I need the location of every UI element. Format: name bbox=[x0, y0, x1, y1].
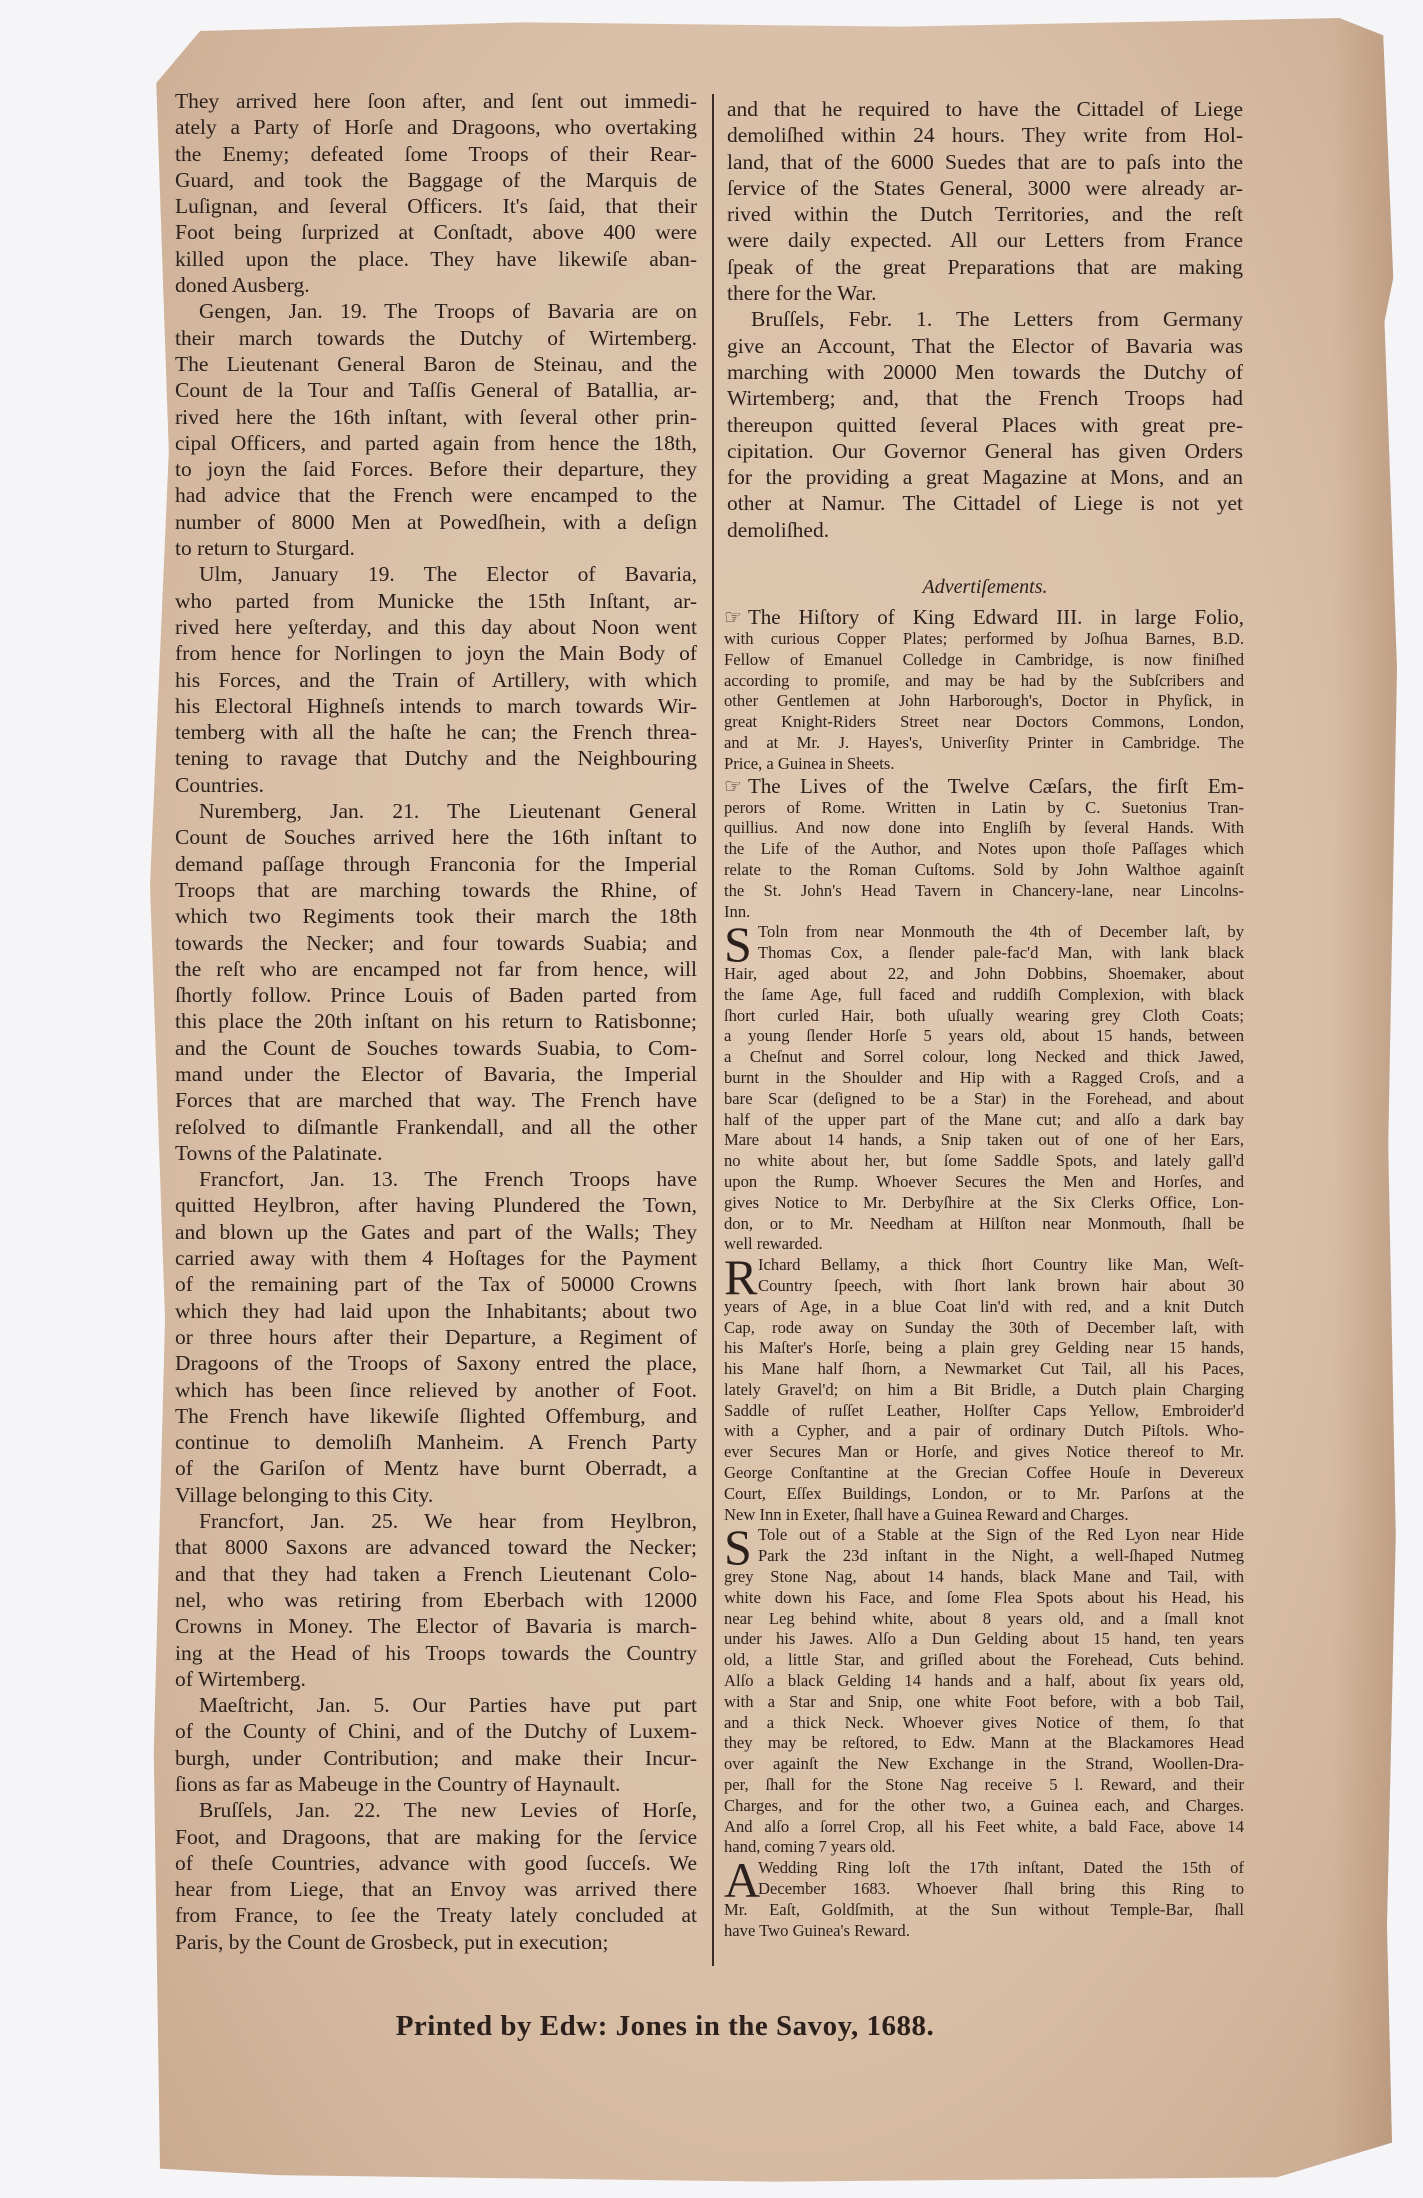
text-line: with curious Copper Plates; performed by Joſhua Barnes, B.D. bbox=[724, 629, 1244, 648]
text-line: nel, who was retiring from Eberbach with 12000 bbox=[175, 1587, 697, 1612]
text-line: of the remaining part of the Tax of 50000 Crowns bbox=[175, 1272, 697, 1297]
text-line-content: The Hiſtory of King Edward III. in large Folio, bbox=[747, 605, 1244, 629]
text-line: rived here the 16th inſtant, with ſeveral other prin- bbox=[175, 404, 697, 429]
text-line-content: The Lives of the Twelve Cæſars, the firſt Em- bbox=[747, 773, 1244, 798]
text-line: Park the 23d inſtant in the Night, a well-ſhaped Nutmeg bbox=[758, 1546, 1244, 1566]
text-line: ever Secures Man or Horſe, and gives Notice thereof to Mr. bbox=[724, 1442, 1244, 1462]
drop-cap: R bbox=[724, 1249, 758, 1306]
text-line: his Forces, and the Train of Artillery, with which bbox=[175, 667, 697, 692]
text-line: Hair, aged about 22, and John Dobbins, Shoemaker, about bbox=[724, 963, 1244, 983]
text-line: had advice that the French were encamped to the bbox=[175, 483, 697, 508]
text-line: ing at the Head of his Troops towards the Country bbox=[175, 1640, 697, 1665]
text-line bbox=[724, 775, 1244, 798]
text-line: other Gentlemen at John Harborough's, Doctor in Phyſick, in bbox=[724, 691, 1244, 711]
news-paragraph bbox=[175, 1166, 697, 1508]
text-line: demand paſſage through Franconia for the Imperial bbox=[175, 851, 697, 876]
text-line: there for the War. bbox=[727, 281, 877, 306]
news-paragraph bbox=[175, 88, 697, 298]
text-line: for the providing a great Magazine at Mons, and an bbox=[727, 465, 1243, 490]
text-line: to return to Sturgard. bbox=[175, 536, 355, 561]
text-line: Count de la Tour and Taſſis General of Batallia, ar- bbox=[175, 378, 697, 403]
advertisement bbox=[724, 606, 1244, 775]
text-line: Tole out of a Stable at the Sign of the Red Lyon near Hide bbox=[758, 1525, 1244, 1545]
advertisement bbox=[724, 916, 1244, 1255]
text-line: well rewarded. bbox=[724, 1234, 823, 1254]
text-line: cipitation. Our Governor General has given Orders bbox=[727, 438, 1243, 463]
text-line: his Maſter's Horſe, being a plain grey Gelding near 15 hands, bbox=[724, 1338, 1244, 1358]
advertisement bbox=[724, 1852, 1244, 1941]
text-line: Francfort, Jan. 13. The French Troops have bbox=[199, 1167, 697, 1192]
text-line: the Life of the Author, and Notes upon thoſe Paſſages which bbox=[724, 839, 1244, 859]
text-line: from France, to ſee the Treaty lately concluded at bbox=[175, 1903, 697, 1928]
text-line: perors of Rome. Written in Latin by C. Suetonius Tran- bbox=[724, 797, 1244, 817]
text-line: Towns of the Palatinate. bbox=[175, 1140, 383, 1165]
text-line: December 1683. Whoever ſhall bring this Ring to bbox=[758, 1879, 1244, 1899]
text-line: a young ſlender Horſe 5 years old, about 15 hands, between bbox=[724, 1026, 1244, 1046]
text-line: Nuremberg, Jan. 21. The Lieutenant General bbox=[199, 799, 697, 824]
text-line: of the Gariſon of Mentz have burnt Oberradt, a bbox=[175, 1456, 697, 1481]
text-line: Bruſſels, Jan. 22. The new Levies of Horſe, bbox=[199, 1798, 697, 1823]
text-line: of Wirtemberg. bbox=[175, 1666, 306, 1691]
text-line: half of the upper part of the Mane cut; and alſo a dark bay bbox=[724, 1109, 1244, 1129]
text-line: Charges, and for the other two, a Guinea each, and Charges. bbox=[724, 1795, 1244, 1815]
column-divider bbox=[712, 94, 714, 1966]
text-line: a Cheſnut and Sorrel colour, long Necked and thick Jawed, bbox=[724, 1047, 1244, 1067]
text-line: cipal Officers, and parted again from hence the 18th, bbox=[175, 430, 697, 455]
text-line: rived here yeſterday, and this day about Noon went bbox=[175, 614, 697, 639]
drop-cap: A bbox=[724, 1852, 761, 1909]
text-line: his Electoral Highneſs intends to march towards Wir- bbox=[175, 693, 697, 718]
text-line: the ſame Age, full faced and ruddiſh Complexion, with black bbox=[724, 984, 1244, 1004]
text-line: Toln from near Monmouth the 4th of December laſt, by bbox=[758, 922, 1244, 942]
news-paragraph bbox=[175, 798, 697, 1166]
advertisements-section bbox=[724, 606, 1244, 1941]
text-line: hear from Liege, that an Envoy was arrived there bbox=[175, 1877, 697, 1902]
text-line: ſions as far as Mabeuge in the Country of Haynault. bbox=[175, 1772, 621, 1796]
text-line: Fellow of Emanuel Colledge in Cambridge, is now finiſhed bbox=[724, 649, 1244, 669]
text-line: Paris, by the Count de Grosbeck, put in execution; bbox=[175, 1929, 609, 1954]
text-line: Thomas Cox, a ſlender pale-fac'd Man, with lank black bbox=[758, 943, 1244, 963]
pointing-hand-icon: ☞ bbox=[724, 605, 742, 629]
text-line: marching with 20000 Men towards the Dutchy of bbox=[727, 359, 1243, 384]
text-line: don, or to Mr. Needham at Hilſton near Monmouth, ſhall be bbox=[724, 1213, 1244, 1233]
text-line: Mare about 14 hands, a Snip taken out of one of her Ears, bbox=[724, 1130, 1244, 1150]
drop-cap: S bbox=[724, 916, 752, 973]
text-line: ſervice of the States General, 3000 were already ar- bbox=[727, 175, 1243, 200]
text-line: Mr. Eaſt, Goldſmith, at the Sun without Temple-Bar, ſhall bbox=[724, 1899, 1244, 1919]
news-paragraph bbox=[175, 1692, 697, 1797]
text-line: to joyn the ſaid Forces. Before their departure, they bbox=[175, 457, 697, 482]
text-line: that 8000 Saxons are advanced toward the Necker; bbox=[175, 1535, 697, 1560]
news-paragraph bbox=[175, 1508, 697, 1692]
text-line: and that he required to have the Cittadel of Liege bbox=[727, 97, 1243, 121]
text-line: Village belonging to this City. bbox=[175, 1482, 434, 1507]
text-line: land, that of the 6000 Suedes that are to paſs into the bbox=[727, 149, 1243, 174]
text-line: who parted from Municke the 15th Inſtant, ar- bbox=[175, 588, 697, 613]
page-edge-shadow bbox=[1332, 18, 1402, 2186]
text-line: Cap, rode away on Sunday the 30th of December laſt, with bbox=[724, 1317, 1244, 1337]
text-line: white down his Face, and ſome Flea Spots about his Head, his bbox=[724, 1587, 1244, 1607]
text-line: and at Mr. J. Hayes's, Univerſity Printer in Cambridge. The bbox=[724, 732, 1244, 752]
text-line: relate to the Roman Cuſtoms. Sold by John Walthoe againſt bbox=[724, 859, 1244, 879]
advertisements-heading: Advertiſements. bbox=[922, 576, 1048, 598]
text-line: give an Account, That the Elector of Bavaria was bbox=[727, 333, 1243, 358]
text-line: the Enemy; defeated ſome Troops of their Rear- bbox=[175, 141, 697, 166]
text-line: no white about her, but ſome Saddle Spots, and lately gall'd bbox=[724, 1151, 1244, 1171]
text-line: and the Count de Souches towards Suabia, to Com- bbox=[175, 1035, 697, 1060]
text-line: quillius. And now done into Engliſh by ſeveral Hands. With bbox=[724, 818, 1244, 838]
text-line: ſhortly follow. Prince Louis of Baden parted from bbox=[175, 983, 697, 1008]
text-line: this place the 20th inſtant on his return to Ratisbonne; bbox=[175, 1009, 697, 1034]
text-line bbox=[724, 606, 1244, 629]
text-line: and that they had taken a French Lieutenant Colo- bbox=[175, 1561, 697, 1586]
text-line: with a Cypher, and a pair of ordinary Dutch Piſtols. Who- bbox=[724, 1421, 1244, 1441]
text-line: Inn. bbox=[724, 901, 751, 921]
text-line: Alſo a black Gelding 14 hands and a half, about ſix years old, bbox=[724, 1671, 1244, 1691]
text-line: thereupon quitted ſeveral Places with great pre- bbox=[727, 412, 1243, 437]
text-line: mand under the Elector of Bavaria, the Imperial bbox=[175, 1061, 697, 1086]
imprint-footer: Printed by Edw: Jones in the Savoy, 1688. bbox=[395, 2010, 935, 2042]
text-line: of the County of Chini, and of the Dutchy of Luxem- bbox=[175, 1719, 697, 1744]
text-line: temberg with all the haſte he can; the French threa- bbox=[175, 720, 697, 745]
text-line: Wedding Ring loſt the 17th inſtant, Dated the 15th of bbox=[758, 1858, 1244, 1878]
text-line: They arrived here ſoon after, and ſent out immedi- bbox=[175, 89, 697, 113]
text-line: Countries. bbox=[175, 772, 264, 797]
text-line: gives Notice to Mr. Derbyſhire at the Six Clerks Office, Lon- bbox=[724, 1192, 1244, 1212]
advertisement bbox=[724, 775, 1244, 923]
text-line: Guard, and took the Baggage of the Marquis de bbox=[175, 167, 697, 192]
text-line: over againſt the New Exchange in the Strand, Woollen-Dra- bbox=[724, 1754, 1244, 1774]
text-line: years of Age, in a blue Coat lin'd with red, and a knit Dutch bbox=[724, 1296, 1244, 1316]
text-line: from hence for Norlingen to joyn the Main Body of bbox=[175, 641, 697, 666]
text-line: Forces that are marched that way. The French have bbox=[175, 1088, 697, 1113]
text-line: carried away with them 4 Hoſtages for the Payment bbox=[175, 1246, 697, 1271]
text-line: old, a little Star, and griſled about the Forehead, Cuts behind. bbox=[724, 1650, 1244, 1670]
pointing-hand-icon: ☞ bbox=[724, 773, 742, 798]
text-line: other at Namur. The Cittadel of Liege is not yet bbox=[727, 491, 1243, 516]
text-line: the reſt who are encamped not far from hence, will bbox=[175, 956, 697, 981]
text-line: bare Scar (deſigned to be a Star) in the Forehead, and about bbox=[724, 1088, 1244, 1108]
text-line: demoliſhed. bbox=[727, 517, 830, 542]
text-line: Ulm, January 19. The Elector of Bavaria, bbox=[199, 562, 697, 587]
text-line: reſolved to diſmantle Frankendall, and all the other bbox=[175, 1114, 697, 1139]
text-line: quitted Heylbron, after having Plundered the Town, bbox=[175, 1193, 697, 1218]
advertisement bbox=[724, 1249, 1244, 1525]
text-line: Foot, and Dragoons, that are making for the ſervice bbox=[175, 1824, 697, 1849]
text-line: New Inn in Exeter, ſhall have a Guinea Reward and Charges. bbox=[724, 1504, 1129, 1524]
text-line: which two Regiments took their march the 18th bbox=[175, 904, 697, 929]
news-paragraph bbox=[175, 1797, 697, 1955]
news-column-right bbox=[727, 96, 1243, 543]
text-line: Country ſpeech, with ſhort lank brown hair about 30 bbox=[758, 1275, 1244, 1295]
news-paragraph bbox=[175, 298, 697, 561]
text-line: have Two Guinea's Reward. bbox=[724, 1920, 910, 1940]
text-line: demoliſhed within 24 hours. They write from Hol- bbox=[727, 123, 1243, 148]
text-line: of theſe Countries, advance with good ſucceſs. We bbox=[175, 1850, 697, 1875]
text-line: Troops that are marching towards the Rhine, of bbox=[175, 877, 697, 902]
text-line: upon the Rump. Whoever Secures the Men and Horſes, and bbox=[724, 1171, 1244, 1191]
drop-cap: S bbox=[724, 1519, 752, 1576]
text-line: and blown up the Gates and part of the Walls; They bbox=[175, 1219, 697, 1244]
text-line: burnt in the Shoulder and Hip with a Ragged Croſs, and a bbox=[724, 1067, 1244, 1087]
text-line: Dragoons of the Troops of Saxony entred the place, bbox=[175, 1351, 697, 1376]
text-line: the St. John's Head Tavern in Chancery-lane, near Lincolns- bbox=[724, 880, 1244, 900]
text-line: Francfort, Jan. 25. We hear from Heylbron, bbox=[199, 1509, 697, 1534]
text-line: Luſignan, and ſeveral Officers. It's ſaid, that their bbox=[175, 194, 697, 219]
text-line: which has been ſince relieved by another of Foot. bbox=[175, 1377, 697, 1402]
text-line: their march towards the Dutchy of Wirtemberg. bbox=[175, 325, 697, 350]
text-line: Price, a Guinea in Sheets. bbox=[724, 753, 895, 773]
text-line: great Knight-Riders Street near Doctors Commons, London, bbox=[724, 712, 1244, 732]
text-line: Gengen, Jan. 19. The Troops of Bavaria are on bbox=[199, 299, 697, 324]
text-line: Maeſtricht, Jan. 5. Our Parties have put part bbox=[199, 1693, 697, 1718]
text-line: with a Star and Snip, one white Foot before, with a bob Tail, bbox=[724, 1691, 1244, 1711]
text-line: or three hours after their Departure, a Regiment of bbox=[175, 1324, 697, 1349]
text-line: near Leg behind white, about 8 years old, and a ſmall knot bbox=[724, 1608, 1244, 1628]
text-line: Wirtemberg; and, that the French Troops had bbox=[727, 386, 1243, 411]
news-paragraph bbox=[175, 561, 697, 798]
news-paragraph bbox=[727, 96, 1243, 306]
text-line: The French have likewiſe ſlighted Offemburg, and bbox=[175, 1403, 697, 1428]
text-line: towards the Necker; and four towards Suabia; and bbox=[175, 930, 697, 955]
text-line: hand, coming 7 years old. bbox=[724, 1837, 896, 1857]
text-line: George Conſtantine at the Grecian Coffee Houſe in Devereux bbox=[724, 1463, 1244, 1483]
text-line: rived within the Dutch Territories, and the reſt bbox=[727, 202, 1243, 227]
text-line: The Lieutenant General Baron de Steinau, and the bbox=[175, 351, 697, 376]
text-line: Court, Eſſex Buildings, London, or to Mr. Parſons at the bbox=[724, 1483, 1244, 1503]
text-line: continue to demoliſh Manheim. A French Party bbox=[175, 1430, 697, 1455]
text-line: Ichard Bellamy, a thick ſhort Country like Man, Weſt- bbox=[758, 1255, 1244, 1275]
text-line: were daily expected. All our Letters from France bbox=[727, 228, 1243, 253]
text-line: his Mane half ſhorn, a Newmarket Cut Tail, all his Paces, bbox=[724, 1359, 1244, 1379]
advertisement bbox=[724, 1519, 1244, 1858]
text-line: Foot being ſurprized at Conſtadt, above 400 were bbox=[175, 220, 697, 245]
text-line: according to promiſe, and may be had by the Subſcribers and bbox=[724, 670, 1244, 690]
text-line: Saddle of ruſſet Leather, Holſter Caps Yellow, Embroider'd bbox=[724, 1400, 1244, 1420]
text-line: grey Stone Nag, about 14 hands, black Mane and Tail, with bbox=[724, 1567, 1244, 1587]
text-line: Count de Souches arrived here the 16th inſtant to bbox=[175, 825, 697, 850]
text-line: killed upon the place. They have likewiſe aban- bbox=[175, 246, 697, 271]
text-line: tening to ravage that Dutchy and the Neighbouring bbox=[175, 746, 697, 771]
text-line: ſhort curled Hair, both uſually wearing grey Cloth Coats; bbox=[724, 1005, 1244, 1025]
text-line: per, ſhall for the Stone Nag receive 5 l. Reward, and their bbox=[724, 1775, 1244, 1795]
text-line: lately Gravel'd; on him a Bit Bridle, a Dutch plain Charging bbox=[724, 1379, 1244, 1399]
text-line: doned Ausberg. bbox=[175, 273, 310, 298]
text-line: burgh, under Contribution; and make their Incur- bbox=[175, 1745, 697, 1770]
news-paragraph bbox=[727, 306, 1243, 543]
text-line: and a thick Neck. Whoever gives Notice of them, ſo that bbox=[724, 1712, 1244, 1732]
text-line: which they had laid upon the Inhabitants; about two bbox=[175, 1298, 697, 1323]
text-line: number of 8000 Men at Powedſhein, with a deſign bbox=[175, 509, 697, 534]
text-line: they may be reſtored, to Edw. Mann at the Blackamores Head bbox=[724, 1733, 1244, 1753]
text-line: And alſo a ſorrel Crop, all his Feet white, a bald Face, above 14 bbox=[724, 1816, 1244, 1836]
text-line: ately a Party of Horſe and Dragoons, who overtaking bbox=[175, 115, 697, 140]
news-column-left bbox=[175, 88, 697, 1955]
text-line: Bruſſels, Febr. 1. The Letters from Germany bbox=[751, 307, 1243, 332]
text-line: ſpeak of the great Preparations that are making bbox=[727, 254, 1243, 279]
text-line: under his Jawes. Alſo a Dun Gelding about 15 hand, ten years bbox=[724, 1629, 1244, 1649]
text-line: Crowns in Money. The Elector of Bavaria is march- bbox=[175, 1614, 697, 1639]
